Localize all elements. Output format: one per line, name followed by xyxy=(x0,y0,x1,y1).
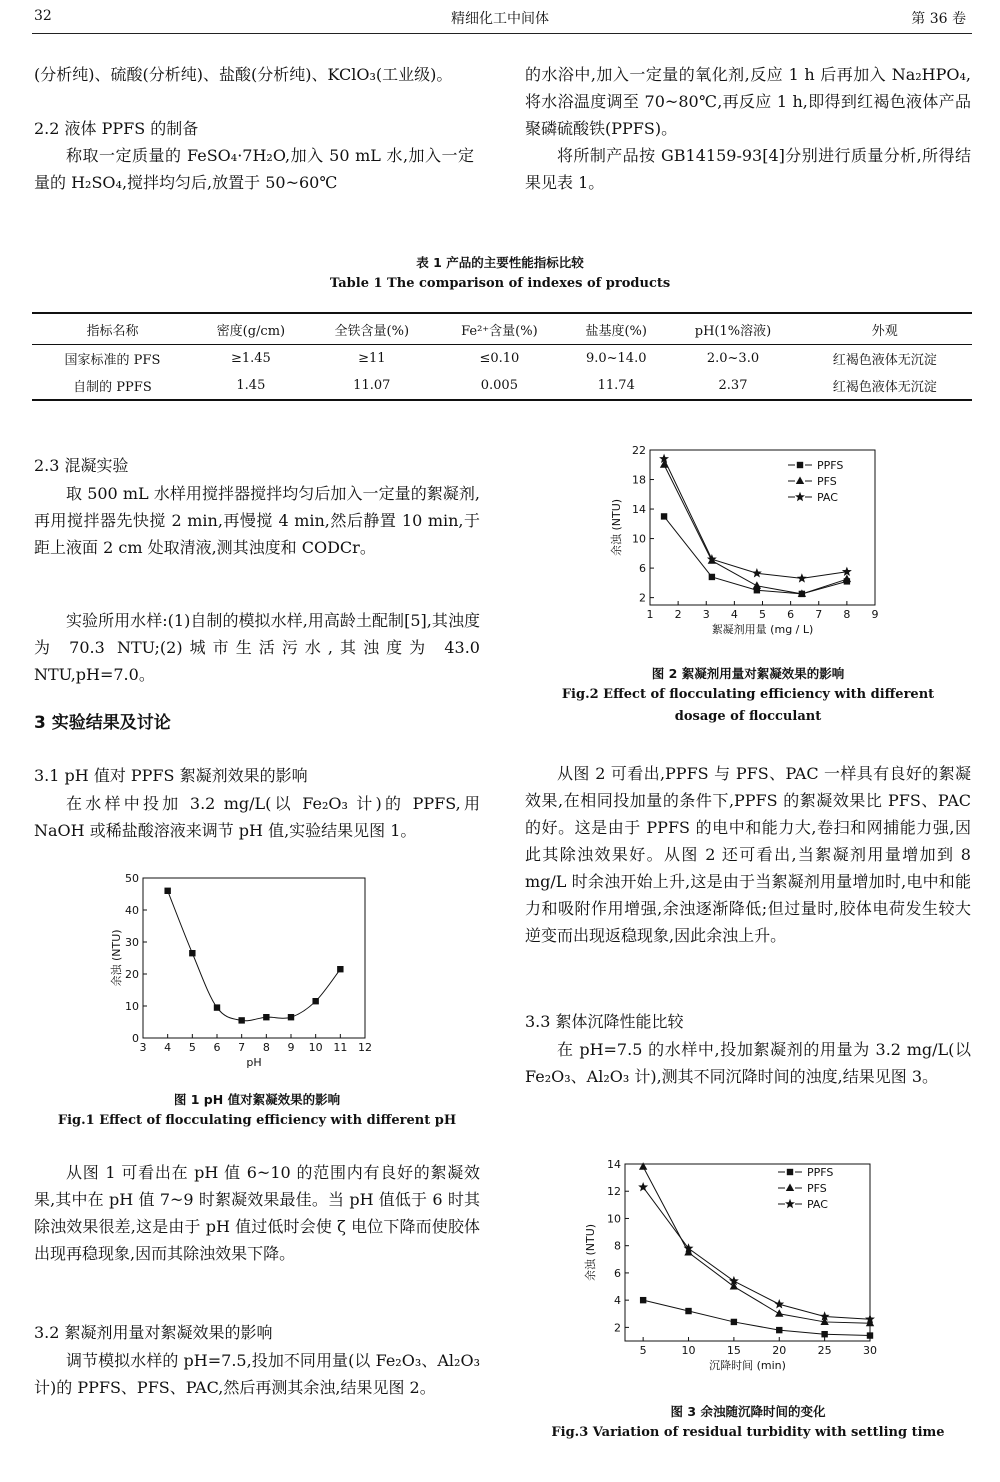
table-cell: 自制的 PPFS xyxy=(32,372,193,400)
table-cell: ≥11 xyxy=(358,351,386,366)
data-point xyxy=(774,1299,784,1308)
y-tick-label: 10 xyxy=(607,1212,621,1226)
y-tick-label: 22 xyxy=(632,444,646,457)
y-tick-label: 12 xyxy=(607,1185,621,1199)
table-cell: 11.74 xyxy=(564,372,668,400)
comparison-table xyxy=(32,312,972,401)
plot-frame xyxy=(650,450,875,605)
x-tick-label: 3 xyxy=(139,1041,147,1054)
y-tick-label: 10 xyxy=(632,532,646,546)
table-cell: ≥1.45 xyxy=(230,351,271,366)
table-title-cn: 表 1 产品的主要性能指标比较 xyxy=(416,255,584,270)
x-tick-label: 5 xyxy=(639,1344,647,1357)
data-point xyxy=(312,998,318,1004)
section-heading-3-2: 3.2 絮凝剂用量对絮凝效果的影响 xyxy=(34,1323,273,1342)
fig1-caption-en: Fig.1 Effect of flocculating efficiency with different pH xyxy=(57,1113,457,1128)
x-tick-label: 9 xyxy=(287,1041,295,1054)
paragraph: 在水样中投加 3.2 mg/L(以 Fe₂O₃ 计)的 PPFS,用 NaOH 或稀盐酸溶液来调节 pH 值,实验结果见图 1。 xyxy=(34,794,480,840)
data-point xyxy=(640,1297,646,1303)
fig2-caption-en-1: Fig.2 Effect of flocculating efficiency with different xyxy=(561,687,935,702)
paragraph: 实验所用水样:(1)自制的模拟水样,用高龄土配制[5],其浊度为 70.3 NTU;(2)城市生活污水,其浊度为 43.0 NTU,pH=7.0。 xyxy=(34,611,480,684)
x-tick-label: 4 xyxy=(164,1041,172,1054)
legend-label: PAC xyxy=(817,491,838,504)
data-point xyxy=(731,1319,737,1325)
y-axis-label: 余浊 (NTU) xyxy=(110,929,123,987)
legend-label: PAC xyxy=(807,1198,828,1211)
fig3-plot xyxy=(583,1158,877,1372)
table-header-cell: pH(1%溶液) xyxy=(668,313,797,345)
table-cell: ≤0.10 xyxy=(479,351,520,366)
table-cell: 11.07 xyxy=(309,372,435,400)
x-tick-label: 25 xyxy=(817,1344,832,1357)
fig1-caption xyxy=(34,1090,480,1132)
table-cell: 9.0~14.0 xyxy=(585,351,647,366)
data-point xyxy=(238,1017,244,1023)
data-point xyxy=(867,1332,873,1338)
x-tick-label: 12 xyxy=(358,1041,372,1054)
x-tick-label: 6 xyxy=(787,608,795,621)
legend-label: PFS xyxy=(817,475,837,488)
table-header-cell: 盐基度(%) xyxy=(564,313,668,345)
x-tick-label: 3 xyxy=(702,608,710,621)
x-tick-label: 11 xyxy=(333,1041,348,1054)
table-row xyxy=(32,345,972,373)
y-tick-label: 2 xyxy=(639,591,646,605)
x-tick-label: 30 xyxy=(863,1344,877,1357)
table-header-cell: 外观 xyxy=(798,313,972,345)
plot-frame xyxy=(143,878,365,1038)
fig1-plot xyxy=(110,872,372,1069)
y-tick-label: 0 xyxy=(132,1032,139,1045)
x-tick-label: 15 xyxy=(726,1344,741,1357)
data-point xyxy=(638,1182,648,1191)
legend-marker xyxy=(796,477,804,485)
paragraph: 调节模拟水样的 pH=7.5,投加不同用量(以 Fe₂O₃、Al₂O₃ 计)的 PPFS、PFS、PAC,然后再测其余浊,结果见图 2。 xyxy=(34,1351,480,1397)
fig3-caption xyxy=(525,1402,971,1444)
paragraph: 的水浴中,加入一定量的氧化剂,反应 1 h 后再加入 Na₂HPO₄,将水浴温度调至 70~80℃,再反应 1 h,即得到红褐色液体产品聚磷硫酸铁(PPFS)。 xyxy=(525,65,971,138)
y-tick-label: 6 xyxy=(614,1266,621,1280)
x-tick-label: 9 xyxy=(871,608,879,621)
data-point xyxy=(753,581,761,589)
y-tick-label: 10 xyxy=(125,1000,139,1013)
data-point xyxy=(214,1004,220,1010)
x-tick-label: 1 xyxy=(646,608,654,621)
fig2-caption-cn: 图 2 絮凝剂用量对絮凝效果的影响 xyxy=(651,666,845,681)
x-tick-label: 7 xyxy=(815,608,823,621)
data-point xyxy=(821,1331,827,1337)
paragraph: 在 pH=7.5 的水样中,投加絮凝剂的用量为 3.2 mg/L(以 Fe₂O₃、Al₂O₃ 计),测其不同沉降时间的浊度,结果见图 3。 xyxy=(525,1040,971,1086)
legend-marker xyxy=(797,462,803,468)
table-header-cell: 指标名称 xyxy=(32,313,193,345)
data-point xyxy=(776,1327,782,1333)
y-tick-label: 18 xyxy=(632,473,646,487)
fig2-chart xyxy=(595,438,895,648)
y-tick-label: 14 xyxy=(607,1158,621,1171)
data-point xyxy=(842,567,852,576)
section-heading-2-2: 2.2 液体 PPFS 的制备 xyxy=(34,119,199,138)
paragraph: 从图 2 可看出,PPFS 与 PFS、PAC 一样具有良好的絮凝效果,在相同投加量的条件下,PPFS 的絮凝效果比 PFS、PAC 的好。这是由于 PPFS 的电中和能力大,卷扫和网捕能力强,因此其除浊效果好。从图 2 还可看出,当絮凝剂用量增加到 8 mg/L 时余浊开始上升,这是由于当絮凝剂用量增加时,电中和能力和吸附作用增强,余浊逐渐降低;但过量时,胶体电荷发生较大逆变而出现返稳现象,因此余浊上升。 xyxy=(525,764,971,945)
y-tick-label: 6 xyxy=(639,562,646,576)
y-tick-label: 30 xyxy=(125,936,139,949)
y-tick-label: 20 xyxy=(125,968,139,981)
series-line xyxy=(664,516,847,594)
table-cell: 0.005 xyxy=(435,372,564,400)
legend-marker xyxy=(785,1199,795,1208)
table-header-cell: Fe²⁺含量(%) xyxy=(435,313,564,345)
fig1-chart xyxy=(110,868,380,1073)
data-point xyxy=(164,888,170,894)
plot-frame xyxy=(625,1164,870,1341)
data-point xyxy=(263,1014,269,1020)
x-axis-label: 絮凝剂用量 (mg / L) xyxy=(711,623,814,636)
series-line xyxy=(643,1167,870,1324)
volume-label: 第 36 卷 xyxy=(911,11,966,27)
table-header-cell: 密度(g/cm) xyxy=(193,313,309,345)
data-point xyxy=(661,513,667,519)
series-line xyxy=(643,1187,870,1319)
journal-title: 精细化工中间体 xyxy=(451,11,549,27)
x-axis-label: pH xyxy=(246,1056,262,1069)
table-header-cell: 全铁含量(%) xyxy=(309,313,435,345)
fig2-caption-en-2: dosage of flocculant xyxy=(674,709,822,724)
x-tick-label: 2 xyxy=(674,608,682,621)
table-cell: 红褐色液体无沉淀 xyxy=(832,353,937,368)
x-tick-label: 4 xyxy=(730,608,738,621)
data-point xyxy=(288,1014,294,1020)
fig2-caption xyxy=(525,664,971,728)
legend-label: PFS xyxy=(807,1182,827,1195)
data-point xyxy=(685,1308,691,1314)
data-point xyxy=(337,966,343,972)
header-rule xyxy=(32,33,972,34)
x-tick-label: 10 xyxy=(308,1041,323,1054)
legend-marker xyxy=(786,1184,794,1192)
x-tick-label: 5 xyxy=(759,608,766,621)
x-axis-label: 沉降时间 (min) xyxy=(709,1359,786,1372)
fig3-caption-en: Fig.3 Variation of residual turbidity with settling time xyxy=(551,1425,945,1440)
section-heading-3: 3 实验结果及讨论 xyxy=(34,713,171,733)
y-tick-label: 4 xyxy=(614,1294,621,1308)
paragraph: 将所制产品按 GB14159-93[4]分别进行质量分析,所得结果见表 1。 xyxy=(525,146,971,192)
y-axis-label: 余浊 (NTU) xyxy=(584,1223,597,1282)
y-tick-label: 40 xyxy=(125,904,139,917)
paragraph: 从图 1 可看出在 pH 值 6~10 的范围内有良好的絮凝效果,其中在 pH 值 7~9 时絮凝效果最佳。当 pH 值低于 6 时其除浊效果很差,这是由于 pH 值过低时会使 ζ 电位下降而使胶体出现再稳现象,因而其除浊效果下降。 xyxy=(34,1163,480,1263)
legend-label: PPFS xyxy=(807,1166,834,1179)
data-point xyxy=(639,1162,647,1170)
table-cell: 红褐色液体无沉淀 xyxy=(798,372,972,400)
data-point xyxy=(709,574,715,580)
table-cell: 2.0~3.0 xyxy=(706,351,760,366)
section-heading-3-1: 3.1 pH 值对 PPFS 絮凝剂效果的影响 xyxy=(34,766,308,785)
series-line xyxy=(643,1300,870,1335)
paragraph: (分析纯)、硫酸(分析纯)、盐酸(分析纯)、KClO₃(工业级)。 xyxy=(34,65,453,84)
y-tick-label: 2 xyxy=(614,1321,621,1335)
table-row xyxy=(32,372,972,400)
paragraph: 称取一定质量的 FeSO₄·7H₂O,加入 50 mL 水,加入一定量的 H₂SO₄,搅拌均匀后,放置于 50~60℃ xyxy=(34,146,474,192)
data-point xyxy=(752,568,762,577)
x-tick-label: 10 xyxy=(681,1344,696,1357)
x-tick-label: 8 xyxy=(262,1041,270,1054)
y-tick-label: 14 xyxy=(632,503,646,517)
data-point xyxy=(775,1309,783,1317)
table-title-en: Table 1 The comparison of indexes of products xyxy=(329,276,671,291)
table-caption xyxy=(0,253,1000,295)
x-tick-label: 20 xyxy=(772,1344,787,1357)
table-cell: 2.37 xyxy=(668,372,797,400)
x-tick-label: 6 xyxy=(213,1041,221,1054)
fig3-caption-cn: 图 3 余浊随沉降时间的变化 xyxy=(670,1404,826,1419)
section-heading-3-3: 3.3 絮体沉降性能比较 xyxy=(525,1012,684,1031)
x-tick-label: 8 xyxy=(843,608,851,621)
x-tick-label: 7 xyxy=(238,1041,246,1054)
fig3-chart xyxy=(580,1152,890,1392)
fig1-caption-cn: 图 1 pH 值对絮凝效果的影响 xyxy=(173,1092,341,1107)
legend-marker xyxy=(795,492,805,501)
legend-marker xyxy=(787,1169,793,1175)
y-axis-label: 余浊 (NTU) xyxy=(610,498,623,557)
page-number: 32 xyxy=(34,8,52,24)
section-heading-2-3: 2.3 混凝实验 xyxy=(34,456,129,475)
data-point xyxy=(189,950,195,956)
legend-label: PPFS xyxy=(817,459,844,472)
x-tick-label: 5 xyxy=(188,1041,196,1054)
y-tick-label: 8 xyxy=(614,1239,621,1253)
paragraph: 取 500 mL 水样用搅拌器搅拌均匀后加入一定量的絮凝剂,再用搅拌器先快搅 2 min,再慢搅 4 min,然后静置 10 min,于距上液面 2 cm 处取清液,测其浊度和 CODCr。 xyxy=(34,484,480,557)
y-tick-label: 50 xyxy=(125,872,139,885)
data-point xyxy=(797,573,807,582)
fig2-plot xyxy=(609,444,879,636)
table-cell: 1.45 xyxy=(193,372,309,400)
table-cell: 国家标准的 PFS xyxy=(64,353,161,368)
